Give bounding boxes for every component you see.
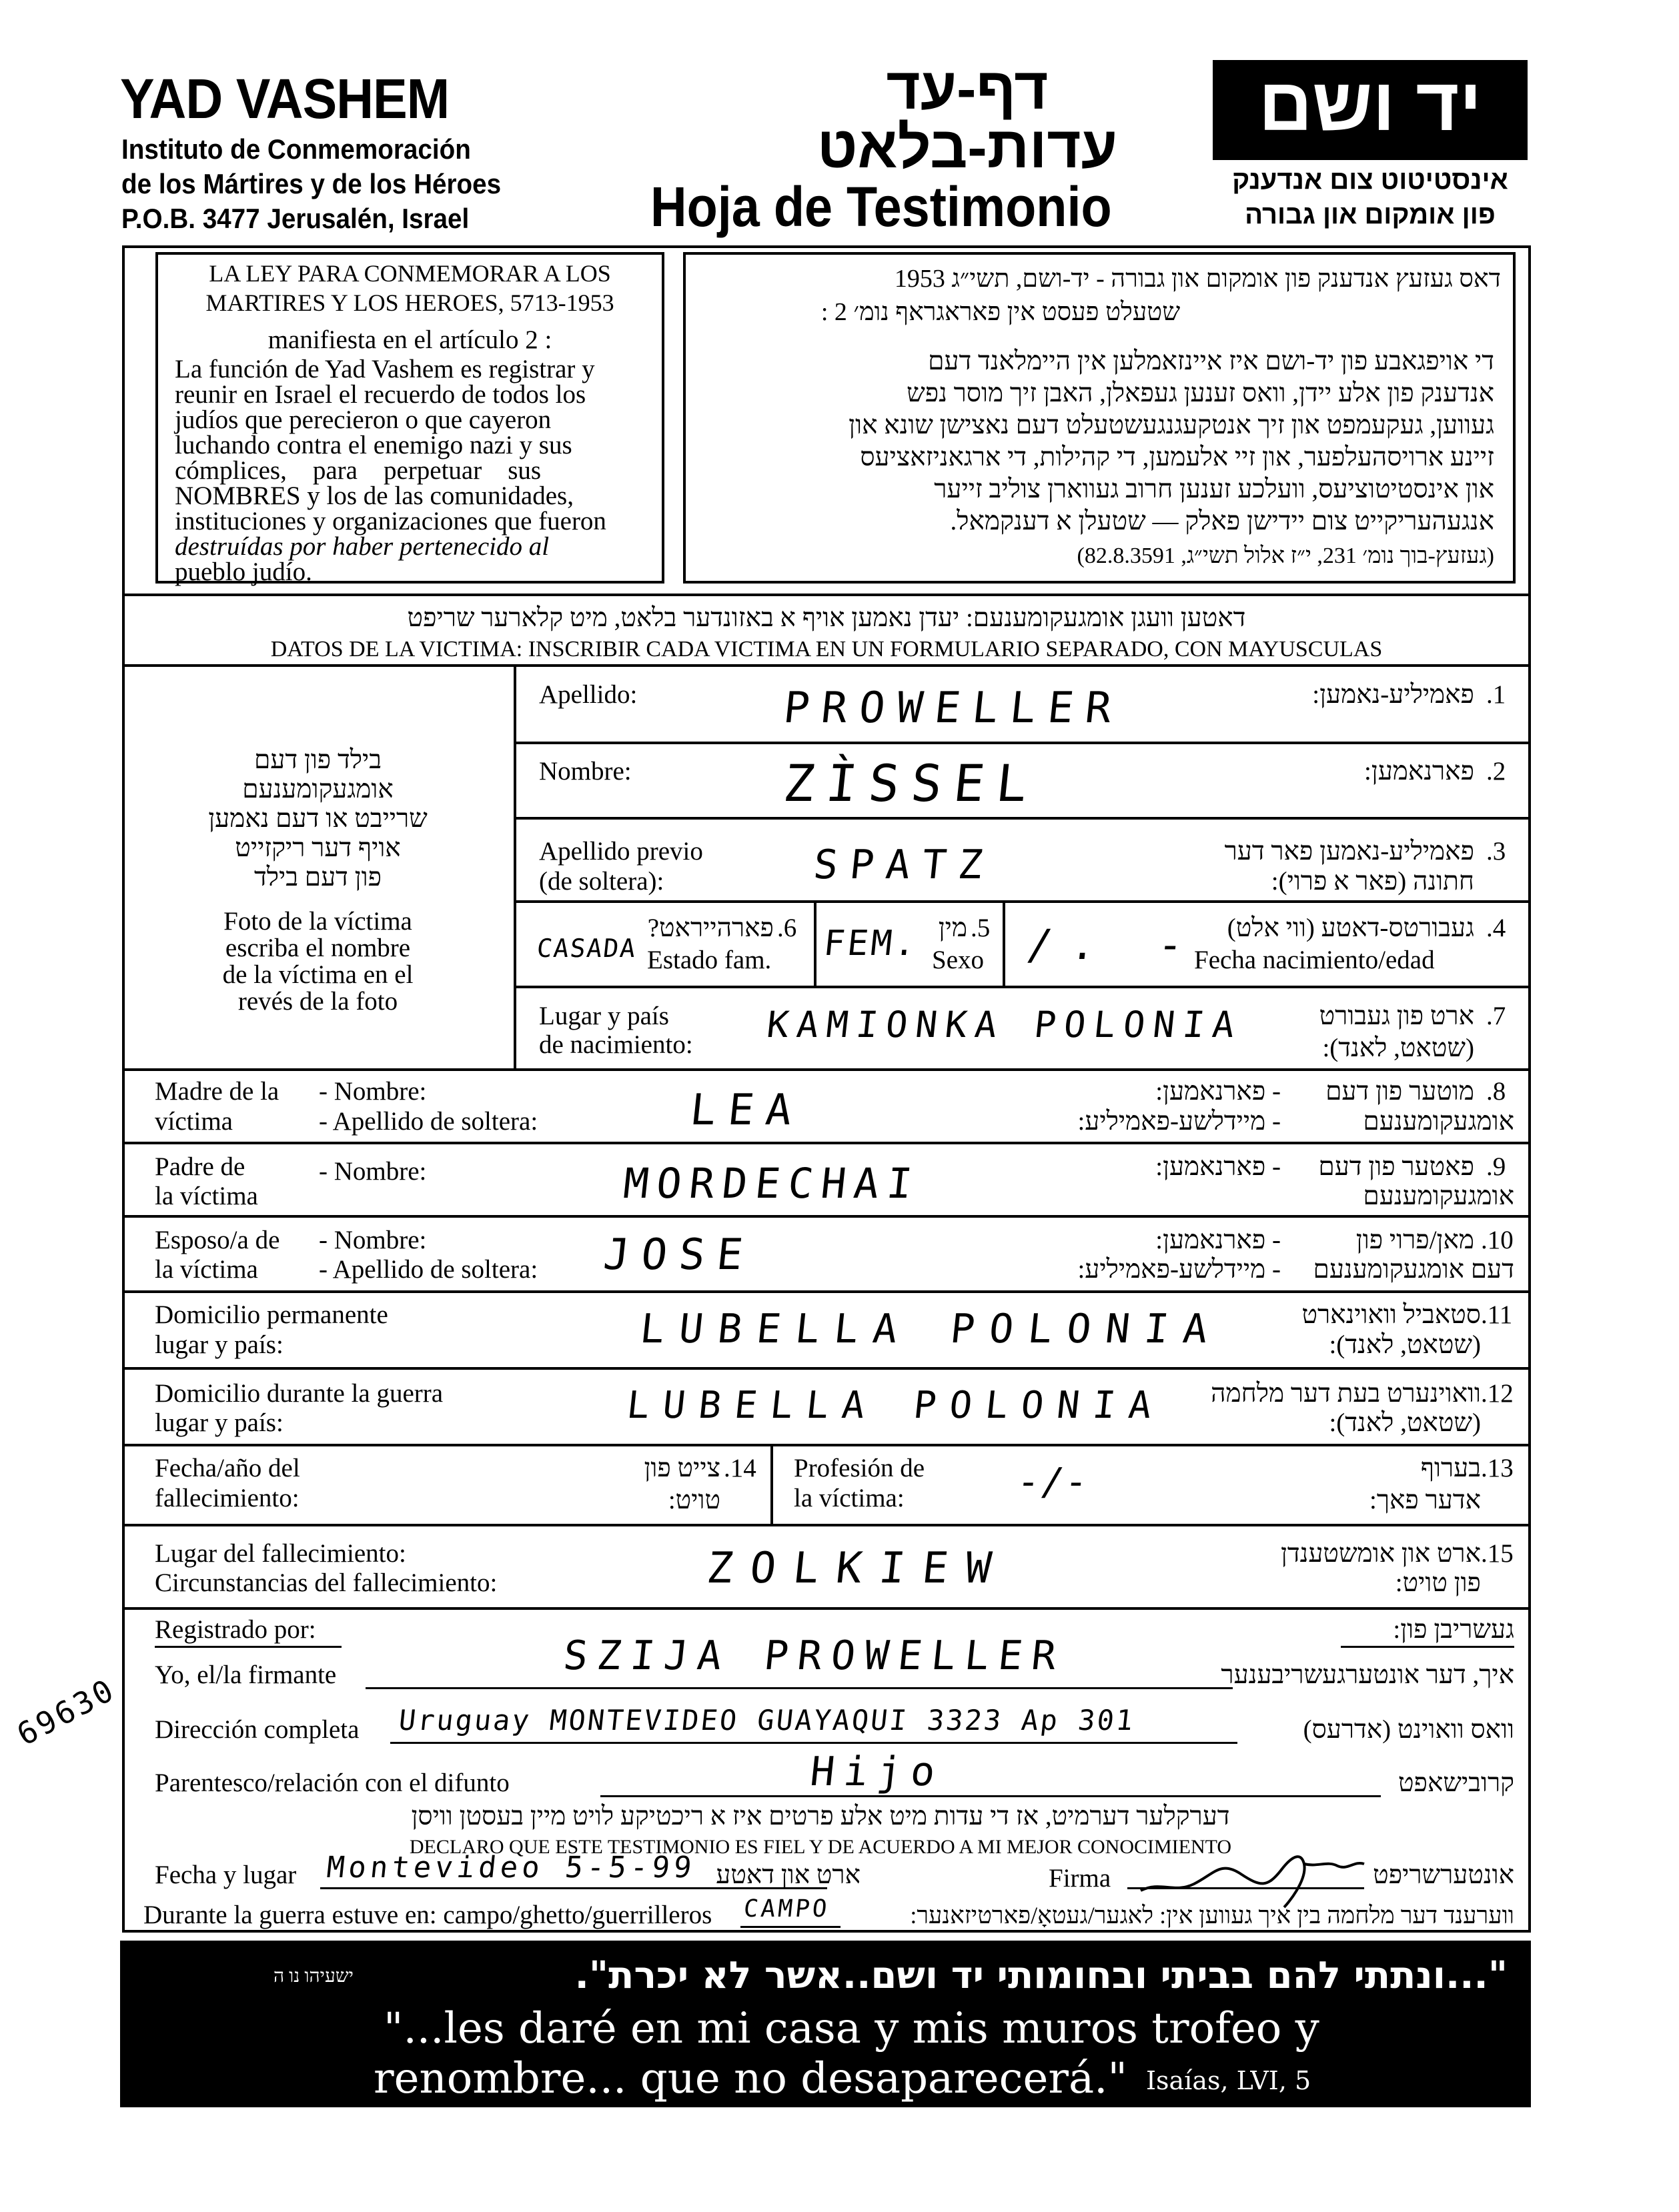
- wartime-location-label: Durante la guerra estuve en: campo/ghetto/guerrilleros: [143, 1901, 712, 1929]
- divider: [122, 1215, 1531, 1218]
- law-text-4: luchando contra el enemigo nazi y sus: [175, 431, 572, 459]
- address-line: [390, 1742, 1237, 1744]
- signer-line: [366, 1687, 1233, 1689]
- field-number: .3: [1486, 837, 1506, 866]
- divider: [122, 1607, 1531, 1610]
- father-yiddish-1: פאטער פון דעם: [1318, 1152, 1474, 1181]
- declaration-yiddish: דערקלער דערמיט, אז די עדות מיט אלע פרטים איז א ריכטיקע לויט מיין בעסטן וויסן: [411, 1802, 1230, 1831]
- signature-label: Firma: [1049, 1864, 1111, 1893]
- marital-status-label: Estado fam.: [647, 946, 772, 974]
- field-number: .6: [777, 914, 797, 942]
- previous-surname-label: Apellido previo: [539, 837, 703, 866]
- profession-value[interactable]: -/-: [1015, 1460, 1091, 1504]
- sex-yiddish: מין: [938, 914, 967, 942]
- death-place-value[interactable]: ZOLKIEW: [704, 1544, 1011, 1593]
- mother-yiddish-1: מוטער פון דעם: [1325, 1077, 1474, 1106]
- field-number: .1: [1486, 680, 1506, 709]
- photo-spanish-1: Foto de la víctima: [223, 907, 412, 936]
- relation-yiddish: קרובישאפט: [1397, 1769, 1514, 1797]
- spouse-yiddish-1: מאן/פרוי פון: [1355, 1226, 1474, 1254]
- father-label-2: la víctima: [155, 1182, 258, 1210]
- divider: [122, 1290, 1531, 1293]
- wartime-location-value[interactable]: CAMPO: [742, 1895, 831, 1923]
- photo-spanish-4: revés de la foto: [237, 987, 398, 1016]
- law-text-3: judíos que perecieron o que cayeron: [175, 405, 552, 434]
- father-name-value[interactable]: MORDECHAI: [621, 1159, 923, 1208]
- spouse-label-2: la víctima: [155, 1255, 258, 1284]
- first-name-yiddish-label: פארנאמען:: [1363, 757, 1474, 786]
- mother-maiden-sublabel: - Apellido de soltera:: [319, 1107, 538, 1136]
- footer-reference: Isaías, LVI, 5: [1146, 2066, 1311, 2095]
- death-date-label: Fecha/año del: [155, 1454, 300, 1482]
- marital-status-yiddish: פארהייראט?: [647, 914, 774, 942]
- death-place-label: Lugar del fallecimiento:: [155, 1539, 406, 1568]
- yiddish-law-text-5: און אינסטיטוציעס, וועלכע זענען חרוב געווארן צוליב זייער: [934, 475, 1494, 503]
- law-text-7: instituciones y organizaciones que fueron: [175, 507, 606, 535]
- address-value[interactable]: Uruguay MONTEVIDEO GUAYAQUI 3323 Ap 301: [397, 1704, 1137, 1737]
- registered-by-label: Registrado por:: [155, 1615, 316, 1644]
- footer-hebrew-reference: ישעיהו נו ה: [273, 1966, 354, 1987]
- death-date-yiddish-1: צייט פון: [644, 1454, 720, 1482]
- mother-name-value[interactable]: LEA: [688, 1086, 806, 1135]
- permanent-residence-yiddish-1: סטאביל וואוינארט: [1301, 1300, 1481, 1329]
- permanent-residence-label-2: lugar y país:: [155, 1330, 284, 1359]
- yiddish-title-2: עדות-בלאט: [816, 114, 1118, 180]
- spouse-name-yiddish-sub: - פארנאמען:: [1155, 1226, 1281, 1254]
- relation-value[interactable]: Hijo: [808, 1749, 947, 1795]
- spouse-label: Esposo/a de: [155, 1226, 280, 1254]
- yiddish-law-title-2: שטעלט פעסט אין פאראגראף נומ׳ 2 :: [820, 298, 1181, 326]
- yiddish-subtitle-1: אינסטיטוט צום אנדענק: [1232, 165, 1508, 195]
- divider: [1341, 1646, 1514, 1648]
- father-name-yiddish-sub: - פארנאמען:: [1155, 1152, 1281, 1181]
- field-number: .12: [1481, 1379, 1514, 1408]
- law-text-2: reunir en Israel el recuerdo de todos los: [175, 380, 586, 409]
- mother-maiden-yiddish-sub: - מיידלשע-פאמיליע:: [1077, 1107, 1281, 1136]
- profession-yiddish-2: אדער פאך:: [1369, 1486, 1481, 1514]
- sex-value[interactable]: FEM.: [821, 924, 921, 964]
- address-yiddish: וואס וואוינט (אדרעס): [1303, 1715, 1514, 1744]
- divider: [122, 594, 1531, 596]
- yiddish-subtitle-2: פון אומקום און גבורה: [1245, 200, 1496, 229]
- divider: [122, 664, 1531, 667]
- yad-vashem-title: YAD VASHEM: [120, 67, 450, 130]
- divider: [122, 1142, 1531, 1144]
- father-yiddish-2: אומגעקומענעם: [1363, 1182, 1514, 1210]
- birthplace-label: Lugar y país: [539, 1002, 669, 1030]
- divider: [514, 817, 1531, 820]
- relation-label: Parentesco/relación con el difunto: [155, 1769, 510, 1797]
- mother-name-yiddish-sub: - פארנאמען:: [1155, 1077, 1281, 1106]
- surname-label: Apellido:: [539, 680, 638, 709]
- field-number: .11: [1481, 1300, 1513, 1329]
- field-number: .9: [1486, 1152, 1506, 1181]
- spouse-name-value[interactable]: JOSE: [601, 1230, 758, 1280]
- footer-spanish-line-1: "...les daré en mi casa y mis muros trofeo y: [384, 2004, 1319, 2053]
- previous-surname-label-2: (de soltera):: [539, 867, 664, 896]
- first-name-value[interactable]: ZÌSSEL: [780, 754, 1043, 813]
- archive-number: 69630: [11, 1671, 121, 1753]
- photo-yiddish-1: בילד פון דעם: [253, 746, 382, 774]
- permanent-residence-value[interactable]: LUBELLA POLONIA: [638, 1306, 1225, 1352]
- spouse-maiden-sublabel: - Apellido de soltera:: [319, 1255, 538, 1284]
- yiddish-law-text-3: געווען, געקעמפט און זיך אנטקעגנגעשטעלט דעם נאצישן שונא און: [849, 411, 1494, 439]
- birth-date-value[interactable]: /. -: [1025, 920, 1205, 969]
- yiddish-law-text-1: די אויפגאבע פון יד-ושם איז איינזאמלען אין היימלאנד דעם: [928, 347, 1494, 375]
- wartime-residence-value[interactable]: LUBELLA POLONIA: [624, 1384, 1167, 1427]
- marital-status-value[interactable]: CASADA: [535, 934, 638, 963]
- spouse-maiden-yiddish-sub: - מיידלשע-פאמיליע:: [1077, 1255, 1281, 1284]
- father-label: Padre de: [155, 1152, 245, 1181]
- previous-surname-yiddish-2: חתונה (פאר א פרוי):: [1271, 867, 1474, 896]
- footer-hebrew-quote: "...ונתתי להם בביתי ובחומותי יד ושם..אשר לא יכרת".: [574, 1954, 1508, 1997]
- field-number: .7: [1486, 1002, 1506, 1030]
- divider: [155, 1646, 342, 1648]
- divider: [514, 900, 1531, 903]
- surname-value[interactable]: PROWELLER: [781, 684, 1126, 733]
- law-text-8: destruídas por haber pertenecido al: [175, 532, 550, 561]
- logo-text: יד ושם: [1258, 63, 1482, 146]
- birthplace-label-2: de nacimiento:: [539, 1030, 693, 1059]
- date-place-value[interactable]: Montevideo 5-5-99: [325, 1851, 698, 1885]
- birth-date-label: Fecha nacimiento/edad: [1194, 946, 1435, 974]
- law-text-6: NOMBRES y los de las comunidades,: [175, 481, 574, 510]
- yiddish-law-text-4: זיינע ארויסהעלפער, און זיי אלעמען, די קהילות, די ארגאניזאציעס: [860, 443, 1494, 471]
- wartime-residence-label-2: lugar y país:: [155, 1408, 284, 1437]
- yiddish-law-text-7: (געזעץ-בוך נומ׳ 231, י״ז אלול תשי״ג, 82.8.3591): [1077, 543, 1494, 568]
- mother-yiddish-2: אומגעקומענעם: [1363, 1107, 1514, 1136]
- divider: [814, 900, 816, 986]
- law-text-1: La función de Yad Vashem es registrar y: [175, 355, 595, 383]
- yiddish-law-title-1: דאס געזעץ אנדענק פון אומקום און גבורה - יד-ושם, תשי״ג 1953: [894, 265, 1501, 293]
- law-subtitle: manifiesta en el artículo 2 :: [267, 325, 552, 354]
- wartime-location-line: [740, 1926, 841, 1928]
- institute-line-2: de los Mártires y de los Héroes: [121, 168, 502, 199]
- signer-label: Yo, el/la firmante: [155, 1661, 337, 1689]
- registered-by-yiddish: געשריבן פון:: [1393, 1615, 1514, 1644]
- profession-label: Profesión de: [794, 1454, 925, 1482]
- divider: [770, 1444, 773, 1524]
- field-number: .2: [1486, 757, 1506, 786]
- divider: [1003, 900, 1005, 986]
- photo-spanish-3: de la víctima en el: [222, 960, 414, 989]
- birthplace-value[interactable]: KAMIONKA POLONIA: [764, 1004, 1245, 1046]
- divider: [514, 664, 516, 1068]
- victim-header-yiddish: דאטען וועגן אומגעקומענעם: יעדן נאמען אויף א באזונדער בלאט, מיט קלארער שריפט: [407, 604, 1246, 632]
- field-number: .10: [1481, 1226, 1514, 1254]
- relation-line: [600, 1795, 1381, 1797]
- declaration-spanish: DECLARO QUE ESTE TESTIMONIO ES FIEL Y DE ACUERDO A MI MEJOR CONOCIMIENTO: [409, 1836, 1232, 1858]
- field-number: .5: [971, 914, 991, 942]
- wartime-residence-label: Domicilio durante la guerra: [155, 1379, 444, 1408]
- signer-yiddish: איך, דער אונטערגעשריבענער: [1221, 1661, 1514, 1689]
- law-title-2: MARTIRES Y LOS HEROES, 5713-1953: [205, 289, 614, 316]
- permanent-residence-yiddish-2: (שטאט, לאנד):: [1329, 1330, 1481, 1359]
- yiddish-law-text-2: אנדענק פון אלע יידן, וואס זענען געפאלן, האבן זיך מוסר נפש: [907, 379, 1494, 407]
- field-number: .15: [1481, 1539, 1514, 1568]
- spouse-yiddish-2: דעם אומגעקומענעם: [1313, 1255, 1514, 1284]
- divider: [122, 1524, 1531, 1526]
- photo-spanish-2: escriba el nombre: [225, 934, 411, 962]
- field-number: .14: [724, 1454, 756, 1482]
- date-place-yiddish: ארט און דאטע: [716, 1861, 861, 1889]
- law-title-1: LA LEY PARA CONMEMORAR A LOS: [209, 260, 611, 287]
- mother-label: Madre de la: [155, 1077, 279, 1106]
- signature-yiddish: אונטערשריפט: [1373, 1861, 1514, 1889]
- address-label: Dirección completa: [155, 1715, 360, 1744]
- wartime-location-yiddish: ווערענד דער מלחמה בין איך געווען אין: לאגער/געטאָ/פארטיזאנער:: [910, 1902, 1514, 1929]
- institute-address: P.O.B. 3477 Jerusalén, Israel: [121, 203, 470, 234]
- form-title: Hoja de Testimonio: [650, 175, 1112, 238]
- divider: [122, 1367, 1531, 1370]
- surname-yiddish-label: פאמיליע-נאמען:: [1312, 680, 1474, 709]
- date-place-label: Fecha y lugar: [155, 1861, 297, 1889]
- death-date-label-2: fallecimiento:: [155, 1484, 300, 1512]
- permanent-residence-label: Domicilio permanente: [155, 1300, 388, 1329]
- law-text-9: pueblo judío.: [175, 558, 312, 586]
- victim-header-spanish: DATOS DE LA VICTIMA: INSCRIBIR CADA VICTIMA EN UN FORMULARIO SEPARADO, CON MAYUSCULAS: [270, 637, 1383, 662]
- photo-yiddish-4: אויף דער ריקזייט: [235, 834, 401, 862]
- first-name-label: Nombre:: [539, 757, 632, 786]
- previous-surname-yiddish-1: פאמיליע-נאמען פאר דער: [1224, 837, 1474, 866]
- birthplace-yiddish-2: (שטאט, לאנד):: [1322, 1034, 1474, 1062]
- photo-yiddish-3: שרייבט או דעם נאמען: [208, 804, 428, 833]
- field-number: .8: [1486, 1077, 1506, 1106]
- profession-label-2: la víctima:: [794, 1484, 905, 1512]
- death-place-yiddish-2: פון טויט:: [1395, 1568, 1481, 1597]
- previous-surname-value[interactable]: SPATZ: [811, 842, 997, 888]
- law-text-5: cómplices, para perpetuar sus: [175, 456, 542, 485]
- wartime-residence-yiddish-2: (שטאט, לאנד):: [1329, 1408, 1481, 1437]
- field-number: .4: [1486, 914, 1506, 942]
- mother-name-sublabel: - Nombre:: [319, 1077, 427, 1106]
- divider: [514, 986, 1531, 988]
- wartime-residence-yiddish-1: וואוינערט בעת דער מלחמה: [1211, 1379, 1481, 1408]
- footer-spanish-line-2: renombre... que no desaparecerá.": [374, 2054, 1127, 2103]
- institute-line-1: Instituto de Conmemoración: [121, 133, 471, 165]
- death-date-yiddish-2: טויט:: [668, 1486, 720, 1514]
- divider: [514, 742, 1531, 744]
- yiddish-law-text-6: אנגעהעריקייט צום יידישן פאלק — שטעלן א דענקמאל.: [950, 507, 1494, 535]
- signer-name-value[interactable]: SZIJA PROWELLER: [561, 1632, 1068, 1679]
- spouse-name-sublabel: - Nombre:: [319, 1226, 427, 1254]
- profession-yiddish-1: בערוף: [1420, 1454, 1481, 1482]
- photo-yiddish-2: אומגעקומענעם: [242, 775, 394, 804]
- mother-label-2: víctima: [155, 1107, 233, 1136]
- birth-date-yiddish: געבורטס-דאטע (ווי אלט): [1227, 914, 1474, 942]
- sex-label: Sexo: [932, 946, 984, 974]
- father-name-sublabel: - Nombre:: [319, 1157, 427, 1186]
- death-place-label-2: Circunstancias del fallecimiento:: [155, 1568, 498, 1597]
- death-place-yiddish-1: ארט און אומשטענדן: [1280, 1539, 1481, 1568]
- divider: [122, 1068, 1531, 1071]
- photo-yiddish-5: פון דעם בילד: [253, 863, 382, 892]
- divider: [122, 1444, 1531, 1446]
- birthplace-yiddish-1: ארט פון געבורט: [1319, 1002, 1474, 1030]
- field-number: .13: [1481, 1454, 1514, 1482]
- yiddish-title-1: דף-עד: [886, 55, 1049, 121]
